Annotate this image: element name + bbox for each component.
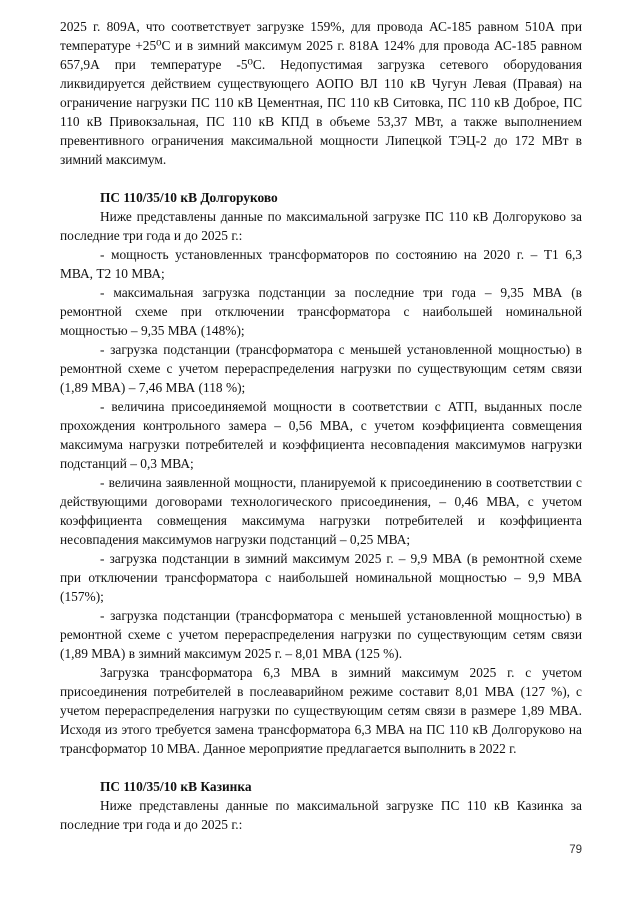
section-conclusion-dolgorukovo: Загрузка трансформатора 6,3 МВА в зимний максимум 2025 г. с учетом присоединения потребителей в послеаварийном режиме составит 8,01 МВА (127 %), с учетом перераспределения нагрузки по существующим сетям связи в размере 1,89 МВА. Исходя из этого требуется замена трансформатора 6,3 МВА на ПС 110 кВ Долгоруково на трансформатор 10 МВА. Данное мероприятие предлагается выполнить в 2022 г. — [60, 665, 582, 756]
section-lead-kazinka: Ниже представлены данные по максимальной загрузке ПС 110 кВ Казинка за последние три года и до 2025 г.: — [60, 798, 582, 832]
section-lead-dolgorukovo: Ниже представлены данные по максимальной загрузке ПС 110 кВ Долгоруково за последние три года и до 2025 г.: — [60, 209, 582, 243]
list-item: - загрузка подстанции в зимний максимум 2025 г. – 9,9 МВА (в ремонтной схеме при отключении трансформатора с наибольшей номинальной мощностью – 9,9 МВА (157%); — [60, 551, 582, 604]
section-heading-dolgorukovo: ПС 110/35/10 кВ Долгоруково — [100, 190, 278, 205]
list-item: - мощность установленных трансформаторов по состоянию на 2020 г. – Т1 6,3 МВА, Т2 10 МВА; — [60, 247, 582, 281]
section-heading-kazinka: ПС 110/35/10 кВ Казинка — [100, 779, 252, 794]
list-item: - загрузка подстанции (трансформатора с меньшей установленной мощностью) в ремонтной схеме с учетом перераспределения нагрузки по существующим сетям связи (1,89 МВА) – 7,46 МВА (118 %); — [60, 342, 582, 395]
list-item: - величина присоединяемой мощности в соответствии с АТП, выданных после прохождения контрольного замера – 0,56 МВА, с учетом коэффициента совмещения максимума нагрузки потребителей и коэффициента несовпадения максимумов нагрузки подстанций – 0,3 МВА; — [60, 399, 582, 471]
document-body — [60, 17, 582, 834]
intro-paragraph: 2025 г. 809А, что соответствует загрузке 159%, для провода АС-185 равном 510А при температуре +25⁰С и в зимний максимум 2025 г. 818А 124% для провода АС-185 равном 657,9А при температуре -5⁰С. Недопустимая загрузка сетевого оборудования ликвидируется действием существующего АОПО ВЛ 110 кВ Чугун Левая (Правая) на ограничение нагрузки ПС 110 кВ Цементная, ПС 110 кВ Ситовка, ПС 110 кВ Доброе, ПС 110 кВ Привокзальная, ПС 110 кВ КПД в объеме 53,37 МВт, а также выполнением превентивного ограничения максимальной мощности Липецкой ТЭЦ-2 до 172 МВт в зимний максимум. — [60, 19, 582, 167]
page-number: 79 — [569, 844, 582, 856]
list-item: - загрузка подстанции (трансформатора с меньшей установленной мощностью) в ремонтной схеме с учетом перераспределения нагрузки по существующим сетям связи (1,89 МВА) в зимний максимум 2025 г. – 8,01 МВА (125 %). — [60, 608, 582, 661]
list-item: - максимальная загрузка подстанции за последние три года – 9,35 МВА (в ремонтной схеме при отключении трансформатора с наибольшей номинальной мощностью – 9,35 МВА (148%); — [60, 285, 582, 338]
list-item: - величина заявленной мощности, планируемой к присоединению в соответствии с действующими договорами технологического присоединения, – 0,46 МВА, с учетом коэффициента совмещения максимума нагрузки потребителей и коэффициента несовпадения максимумов нагрузки подстанций – 0,25 МВА; — [60, 475, 582, 547]
